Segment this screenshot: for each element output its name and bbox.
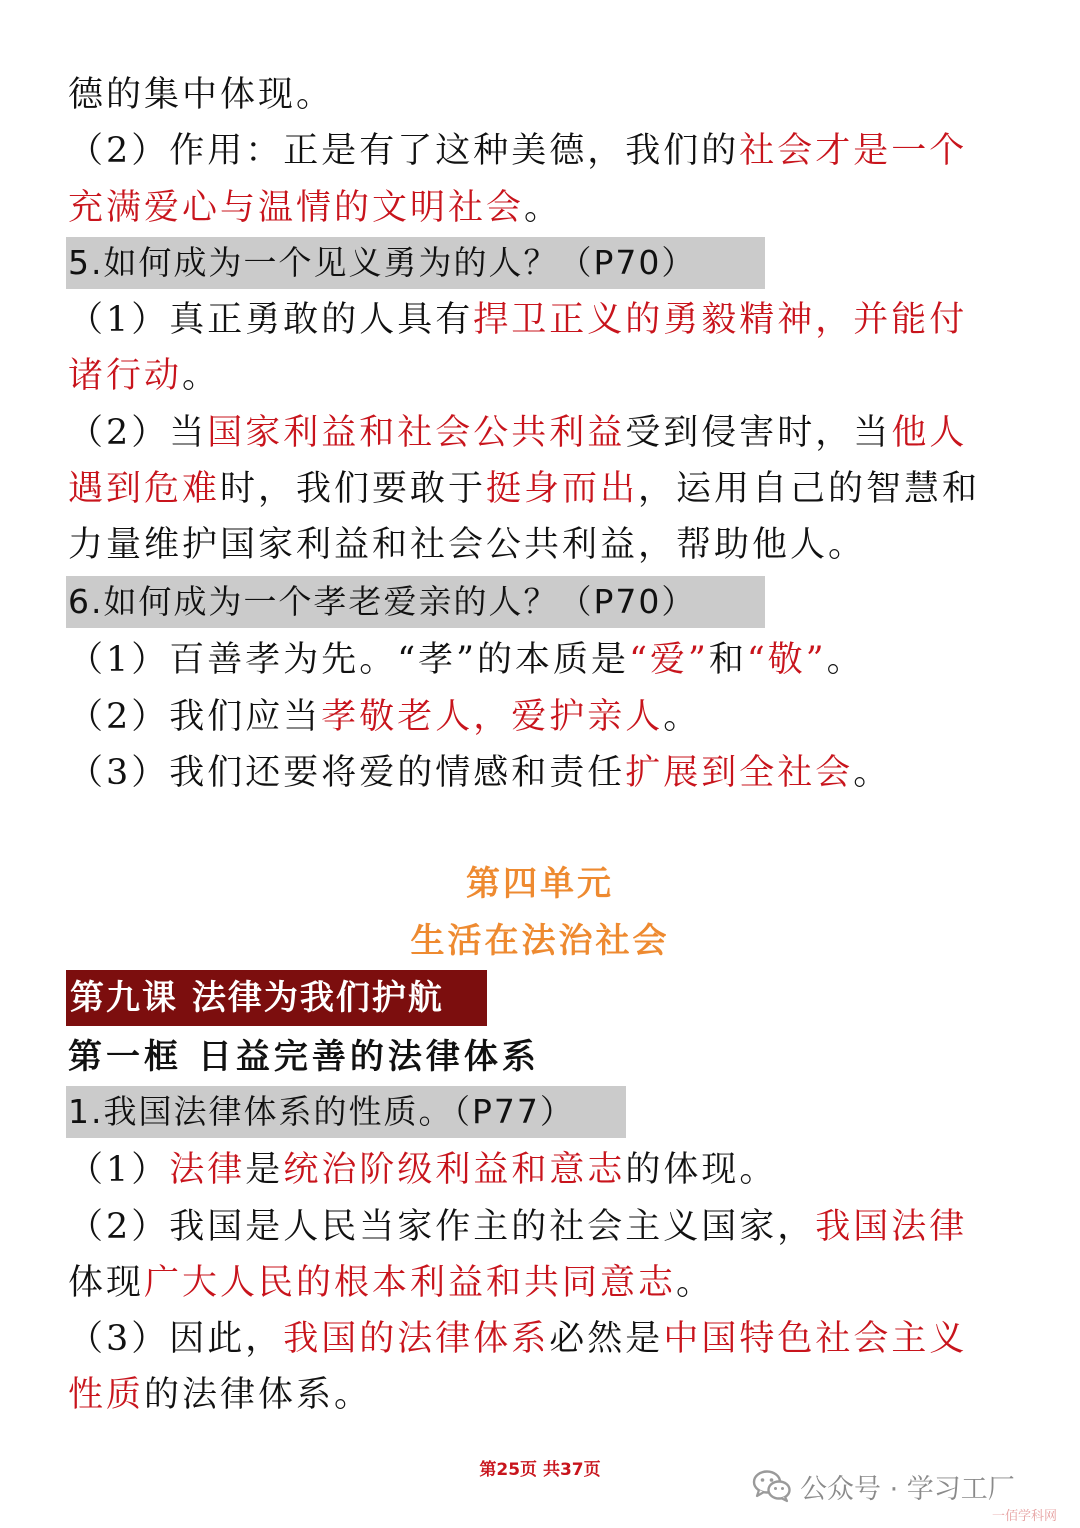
highlight-text: 我国法律 (815, 1207, 968, 1247)
highlight-text: 他人 (891, 413, 968, 453)
unit-title: 生活在法治社会 (410, 921, 670, 961)
highlight-text: 遇到危难 (68, 469, 221, 509)
paragraph-line: （1）真正勇敢的人具有捍卫正义的勇毅精神，并能付 (68, 300, 968, 340)
highlight-text: 法律 (169, 1150, 246, 1190)
highlight-text: 充满爱心与温情的文明社会 (68, 188, 525, 228)
question-heading: 5.如何成为一个见义勇为的人？（P70） (66, 237, 765, 289)
highlight-text: 诸行动 (68, 356, 183, 396)
site-watermark: 一佰学科网 (992, 1509, 1058, 1524)
frame-heading: 第一框 日益完善的法律体系 (68, 1037, 540, 1077)
paragraph-line: 德的集中体现。 (68, 75, 335, 115)
paragraph-line: （2）我们应当孝敬老人，爱护亲人。 (68, 697, 702, 737)
paragraph-line: （3）我们还要将爱的情感和责任扩展到全社会。 (68, 753, 892, 793)
paragraph-line: （1）百善孝为先。“孝”的本质是“爱”和“敬”。 (68, 640, 865, 680)
highlight-text: 性质 (68, 1375, 145, 1415)
paragraph-line: （2）我国是人民当家作主的社会主义国家，我国法律 (68, 1207, 968, 1247)
paragraph-line: （2）当国家利益和社会公共利益受到侵害时，当他人 (68, 413, 968, 453)
paragraph-line: 充满爱心与温情的文明社会。 (68, 188, 563, 228)
page-number: 第25页 共37页 (479, 1460, 601, 1480)
unit-number: 第四单元 (466, 864, 614, 904)
highlight-text: 广大人民的根本利益和共同意志 (144, 1263, 677, 1303)
wechat-icon (752, 1469, 792, 1503)
lesson-heading: 第九课 法律为我们护航 (66, 970, 487, 1026)
question-heading: 6.如何成为一个孝老爱亲的人？（P70） (66, 576, 765, 628)
highlight-text: 国家利益和社会公共利益 (207, 413, 626, 453)
highlight-text: 社会才是一个 (739, 131, 968, 171)
watermark (752, 1466, 1015, 1506)
paragraph-line: （1）法律是统治阶级利益和意志的体现。 (68, 1150, 778, 1190)
paragraph-line: （3）因此，我国的法律体系必然是中国特色社会主义 (68, 1319, 968, 1359)
highlight-text: “敬” (746, 640, 827, 680)
highlight-text: “爱” (629, 640, 709, 680)
highlight-text: 中国特色社会主义 (663, 1319, 968, 1359)
highlight-text: 我国的法律体系 (283, 1319, 550, 1359)
question-heading: 1.我国法律体系的性质。（P77） (66, 1086, 626, 1138)
paragraph-line: 力量维护国家利益和社会公共利益，帮助他人。 (68, 525, 867, 565)
highlight-text: 孝敬老人，爱护亲人 (321, 697, 664, 737)
paragraph-line: 体现广大人民的根本利益和共同意志。 (68, 1263, 715, 1303)
highlight-text: 捍卫正义的勇毅精神，并能付 (473, 300, 968, 340)
highlight-text: 统治阶级利益和意志 (283, 1150, 626, 1190)
paragraph-line: 诸行动。 (68, 356, 221, 396)
highlight-text: 扩展到全社会 (625, 753, 854, 793)
paragraph-line: 遇到危难时，我们要敢于挺身而出，运用自己的智慧和 (68, 469, 981, 509)
highlight-text: 挺身而出 (486, 469, 639, 509)
paragraph-line: （2）作用：正是有了这种美德，我们的社会才是一个 (68, 131, 968, 171)
paragraph-line: 性质的法律体系。 (68, 1375, 373, 1415)
watermark-text: 公众号 · 学习工厂 (800, 1473, 1015, 1505)
